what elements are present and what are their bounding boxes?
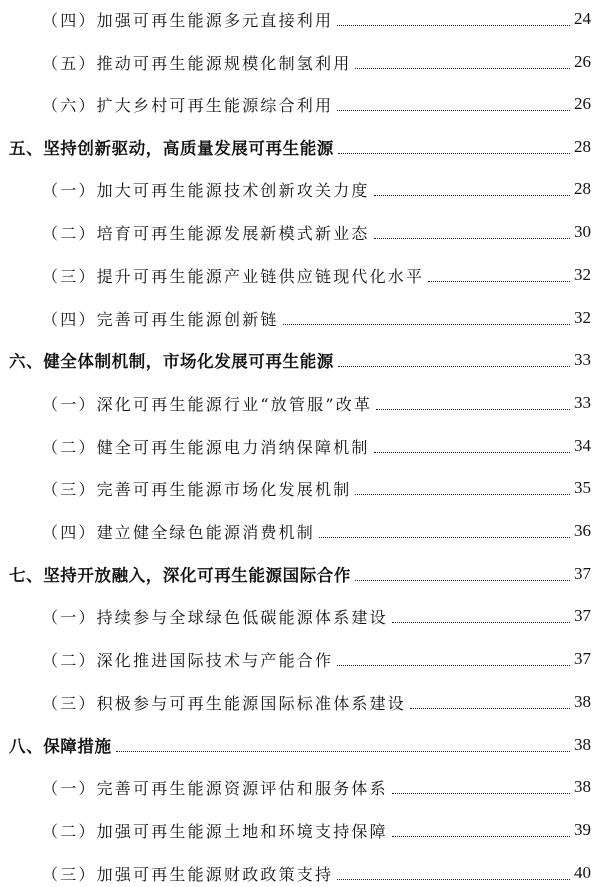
toc-entry-title: （二）加强可再生能源土地和环境支持保障 — [42, 821, 388, 841]
toc-entry-title: （三）积极参与可再生能源国际标准体系建设 — [42, 693, 407, 713]
toc-subsection-entry[interactable] — [0, 432, 600, 460]
toc-page-number: 38 — [574, 777, 591, 796]
toc-dot-leader — [374, 452, 570, 453]
toc-entry-title: （四）加强可再生能源多元直接利用 — [42, 10, 334, 30]
toc-subsection-entry[interactable] — [0, 474, 600, 502]
toc-entry-title: （六）扩大乡村可再生能源综合利用 — [42, 95, 334, 115]
toc-dot-leader — [283, 324, 570, 325]
toc-dot-leader — [319, 537, 570, 538]
toc-page-number: 35 — [574, 478, 591, 497]
toc-dot-leader — [338, 153, 570, 154]
toc-entry-title: （二）培育可再生能源发展新模式新业态 — [42, 223, 370, 243]
toc-entry-title: （四）完善可再生能源创新链 — [42, 309, 279, 329]
toc-entry-title: （二）健全可再生能源电力消纳保障机制 — [42, 437, 370, 457]
toc-subsection-entry[interactable] — [0, 859, 600, 887]
toc-section-entry[interactable] — [0, 133, 600, 161]
toc-page-number: 33 — [574, 350, 591, 369]
toc-subsection-entry[interactable] — [0, 261, 600, 289]
toc-entry-title: （二）深化推进国际技术与产能合作 — [42, 650, 334, 670]
toc-entry-title: （三）完善可再生能源市场化发展机制 — [42, 479, 352, 499]
toc-page-number: 37 — [574, 564, 591, 583]
toc-page-number: 37 — [574, 606, 591, 625]
toc-dot-leader — [337, 25, 570, 26]
toc-page-number: 36 — [574, 521, 591, 540]
toc-subsection-entry[interactable] — [0, 688, 600, 716]
toc-subsection-entry[interactable] — [0, 218, 600, 246]
toc-dot-leader — [410, 708, 570, 709]
toc-page-number: 28 — [574, 179, 591, 198]
toc-dot-leader — [116, 751, 570, 752]
toc-entry-title: （三）提升可再生能源产业链供应链现代化水平 — [42, 266, 425, 286]
toc-page-number: 26 — [574, 52, 591, 71]
toc-dot-leader — [428, 281, 570, 282]
toc-page-number: 28 — [574, 137, 591, 156]
toc-subsection-entry[interactable] — [0, 517, 600, 545]
toc-dot-leader — [374, 238, 570, 239]
toc-subsection-entry[interactable] — [0, 645, 600, 673]
toc-subsection-entry[interactable] — [0, 389, 600, 417]
toc-subsection-entry[interactable] — [0, 90, 600, 118]
toc-dot-leader — [392, 622, 570, 623]
toc-dot-leader — [392, 793, 570, 794]
toc-entry-title: （四）建立健全绿色能源消费机制 — [42, 522, 316, 542]
toc-dot-leader — [374, 195, 570, 196]
toc-page-number: 26 — [574, 94, 591, 113]
toc-subsection-entry[interactable] — [0, 773, 600, 801]
toc-entry-title: （一）深化可再生能源行业“放管服”改革 — [42, 394, 373, 414]
toc-page-number: 24 — [574, 9, 591, 28]
toc-entry-title: （一）持续参与全球绿色低碳能源体系建设 — [42, 607, 388, 627]
toc-subsection-entry[interactable] — [0, 175, 600, 203]
toc-page-number: 34 — [574, 436, 591, 455]
toc-dot-leader — [337, 879, 570, 880]
toc-dot-leader — [392, 836, 570, 837]
toc-page-number: 38 — [574, 692, 591, 711]
toc-entry-title: 八、保障措施 — [9, 737, 112, 756]
toc-subsection-entry[interactable] — [0, 304, 600, 332]
toc-section-entry[interactable] — [0, 731, 600, 759]
toc-entry-title: （一）完善可再生能源资源评估和服务体系 — [42, 778, 388, 798]
toc-dot-leader — [355, 580, 570, 581]
toc-entry-title: （三）加强可再生能源财政政策支持 — [42, 864, 334, 884]
toc-page-number: 37 — [574, 649, 591, 668]
toc-dot-leader — [338, 366, 570, 367]
toc-dot-leader — [355, 68, 570, 69]
toc-section-entry[interactable] — [0, 560, 600, 588]
toc-page-number: 40 — [574, 863, 591, 882]
toc-entry-title: （一）加大可再生能源技术创新攻关力度 — [42, 180, 370, 200]
toc-dot-leader — [337, 110, 570, 111]
toc-subsection-entry[interactable] — [0, 816, 600, 844]
toc-page-number: 38 — [574, 735, 591, 754]
toc-page-number: 33 — [574, 393, 591, 412]
toc-entry-title: （五）推动可再生能源规模化制氢利用 — [42, 53, 352, 73]
toc-page-number: 32 — [574, 308, 591, 327]
toc-page-number: 39 — [574, 820, 591, 839]
toc-page-number: 30 — [574, 222, 591, 241]
toc-entry-title: 七、坚持开放融入，深化可再生能源国际合作 — [9, 566, 351, 585]
toc-subsection-entry[interactable] — [0, 5, 600, 33]
toc-subsection-entry[interactable] — [0, 602, 600, 630]
toc-entry-title: 五、坚持创新驱动，高质量发展可再生能源 — [9, 139, 334, 158]
toc-dot-leader — [376, 409, 570, 410]
toc-dot-leader — [355, 494, 570, 495]
toc-subsection-entry[interactable] — [0, 48, 600, 76]
toc-page-number: 32 — [574, 265, 591, 284]
toc-section-entry[interactable] — [0, 346, 600, 374]
toc-entry-title: 六、健全体制机制，市场化发展可再生能源 — [9, 352, 334, 371]
toc-dot-leader — [337, 665, 570, 666]
